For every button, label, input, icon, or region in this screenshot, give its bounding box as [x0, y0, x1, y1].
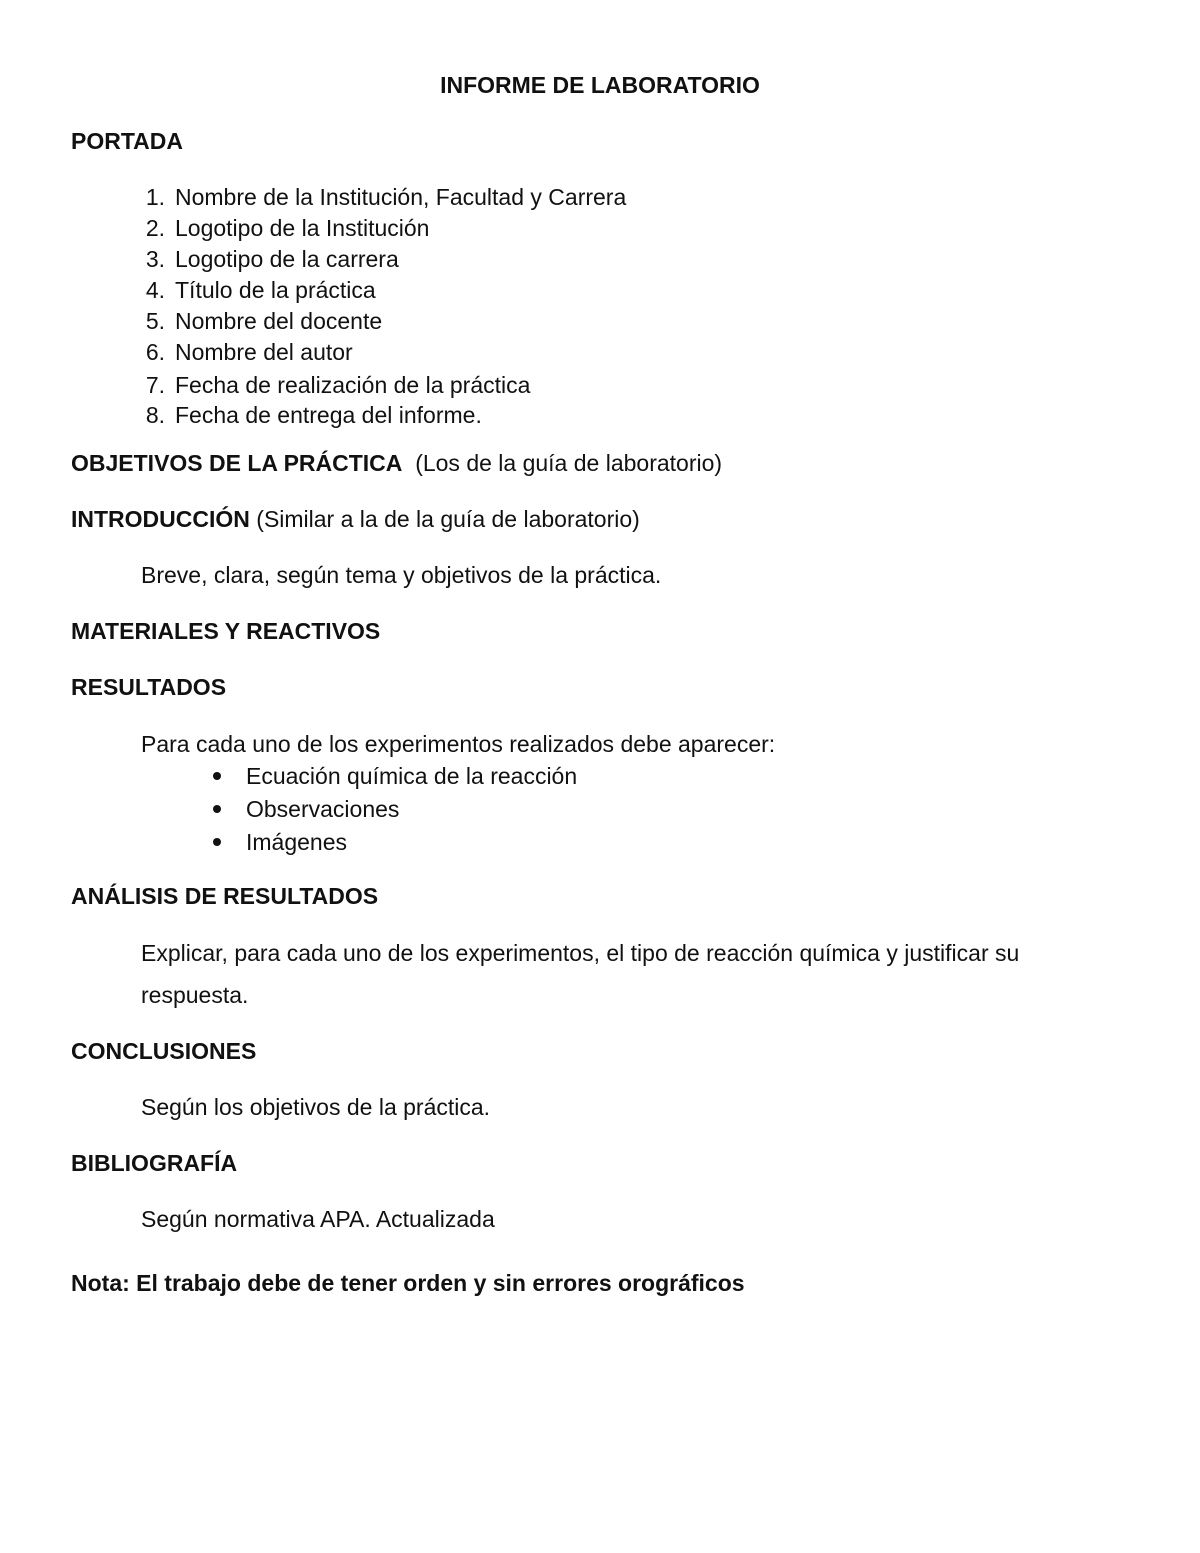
- bullet-icon: [213, 838, 221, 846]
- bullet-icon: [213, 805, 221, 813]
- list-item: 3. Logotipo de la carrera: [145, 246, 399, 272]
- list-item: Imágenes: [246, 829, 348, 855]
- introduccion-body: Breve, clara, según tema y objetivos de la práctica.: [141, 562, 662, 588]
- introduccion-line: [71, 508, 640, 531]
- list-item: 4. Título de la práctica: [145, 277, 376, 303]
- conclusiones-body: Según los objetivos de la práctica.: [141, 1094, 491, 1120]
- portada-heading: PORTADA: [71, 128, 184, 154]
- list-item: 1. Nombre de la Institución, Facultad y Carrera: [145, 184, 627, 210]
- bibliografia-heading: BIBLIOGRAFÍA: [71, 1150, 238, 1176]
- list-item: 7. Fecha de realización de la práctica: [145, 372, 531, 398]
- list-item: 6. Nombre del autor: [145, 339, 353, 365]
- analisis-heading: ANÁLISIS DE RESULTADOS: [71, 883, 379, 909]
- introduccion-note: (Similar a la de la guía de laboratorio): [256, 506, 640, 532]
- analisis-body-line1: Explicar, para cada uno de los experimentos, el tipo de reacción química y justificar su: [141, 940, 1020, 966]
- document-title: INFORME DE LABORATORIO: [440, 72, 760, 98]
- resultados-intro: Para cada uno de los experimentos realizados debe aparecer:: [141, 731, 776, 757]
- nota-text: Nota: El trabajo debe de tener orden y sin errores orográficos: [71, 1270, 745, 1296]
- list-item: 5. Nombre del docente: [145, 308, 383, 334]
- bibliografia-body: Según normativa APA. Actualizada: [141, 1206, 495, 1232]
- bullet-icon: [213, 772, 221, 780]
- introduccion-heading: INTRODUCCIÓN: [71, 506, 250, 532]
- conclusiones-heading: CONCLUSIONES: [71, 1038, 257, 1064]
- list-item: 8. Fecha de entrega del informe.: [145, 402, 482, 428]
- list-item: 2. Logotipo de la Institución: [145, 215, 430, 241]
- objetivos-note: (Los de la guía de laboratorio): [415, 450, 723, 476]
- objetivos-line: [71, 452, 722, 475]
- resultados-heading: RESULTADOS: [71, 674, 227, 700]
- analisis-body-line2: respuesta.: [141, 982, 249, 1008]
- objetivos-heading: OBJETIVOS DE LA PRÁCTICA: [71, 450, 403, 476]
- list-item: Observaciones: [246, 796, 400, 822]
- list-item: Ecuación química de la reacción: [246, 763, 578, 789]
- materiales-heading: MATERIALES Y REACTIVOS: [71, 618, 381, 644]
